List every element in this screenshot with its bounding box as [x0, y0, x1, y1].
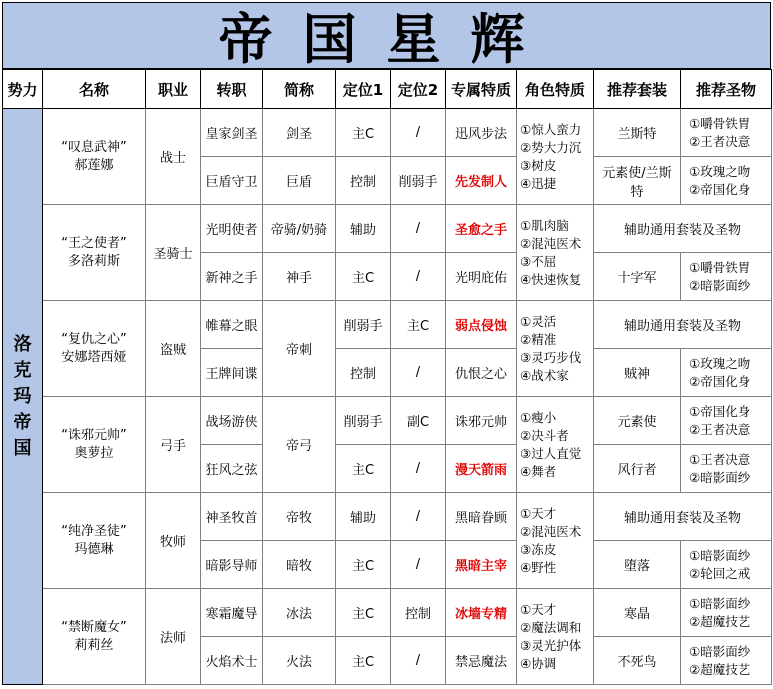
trait-line: ①天才 — [520, 601, 557, 617]
position1-cell: 主C — [336, 589, 391, 637]
hero-traits-cell — [517, 397, 594, 493]
hero-title: “王之使者” — [61, 235, 127, 251]
short-name-cell: 帝刺 — [263, 301, 336, 397]
trait-line: ③灵巧步伐 — [520, 349, 582, 365]
recommended-set-cell: 辅助通用套装及圣物 — [594, 493, 772, 541]
position1-cell: 控制 — [336, 349, 391, 397]
hero-name: 莉莉丝 — [74, 637, 114, 653]
job-cell: 王牌间谍 — [201, 349, 263, 397]
column-header: 推荐套装 — [594, 70, 681, 109]
recommended-set-cell: 兰斯特 — [594, 109, 681, 157]
position1-cell: 控制 — [336, 157, 391, 205]
short-name-cell: 冰法 — [263, 589, 336, 637]
relic-line: ①暗影面纱 — [689, 547, 751, 563]
position1-cell: 削弱手 — [336, 397, 391, 445]
hero-title: “禁断魔女” — [61, 619, 127, 635]
hero-name: 多洛莉斯 — [67, 253, 120, 269]
position2-cell: / — [391, 253, 446, 301]
column-header: 转职 — [201, 70, 263, 109]
table-row — [3, 493, 772, 541]
trait-line: ②混沌医术 — [520, 235, 582, 251]
faction-cell — [3, 109, 43, 685]
relic-line: ②暗影面纱 — [689, 277, 751, 293]
job-cell: 狂风之弦 — [201, 445, 263, 493]
trait-line: ①肌肉脑 — [520, 217, 569, 233]
trait-line: ①瘦小 — [520, 409, 557, 425]
exclusive-trait-cell: 漫天箭雨 — [446, 445, 517, 493]
recommended-set-cell: 辅助通用套装及圣物 — [594, 301, 772, 349]
trait-line: ②魔法调和 — [520, 619, 582, 635]
recommended-set-cell: 辅助通用套装及圣物 — [594, 205, 772, 253]
hero-title: “复仇之心” — [61, 331, 127, 347]
column-header: 简称 — [263, 70, 336, 109]
job-cell: 暗影导师 — [201, 541, 263, 589]
job-cell: 神圣牧首 — [201, 493, 263, 541]
trait-line: ①天才 — [520, 505, 557, 521]
exclusive-trait-cell: 迅风步法 — [446, 109, 517, 157]
relic-line: ①王者决意 — [689, 451, 751, 467]
trait-line: ②决斗者 — [520, 427, 569, 443]
trait-line: ③不屈 — [520, 253, 557, 269]
position2-cell: 控制 — [391, 589, 446, 637]
class-cell: 法师 — [146, 589, 201, 685]
exclusive-trait-cell: 光明庇佑 — [446, 253, 517, 301]
position2-cell: / — [391, 493, 446, 541]
relic-line: ①帝国化身 — [689, 403, 751, 419]
position2-cell: / — [391, 349, 446, 397]
position2-cell: 主C — [391, 301, 446, 349]
recommended-relic-cell — [681, 541, 772, 589]
exclusive-trait-cell: 黑暗主宰 — [446, 541, 517, 589]
position2-cell: / — [391, 445, 446, 493]
job-cell: 巨盾守卫 — [201, 157, 263, 205]
recommended-relic-cell — [681, 349, 772, 397]
position2-cell: 削弱手 — [391, 157, 446, 205]
table-row — [3, 397, 772, 445]
relic-line: ①嚼骨铁胃 — [689, 115, 751, 131]
recommended-relic-cell — [681, 445, 772, 493]
hero-traits-cell — [517, 205, 594, 301]
hero-traits-cell — [517, 109, 594, 205]
hero-table — [2, 69, 772, 685]
position1-cell: 主C — [336, 445, 391, 493]
trait-line: ④野性 — [520, 559, 557, 575]
column-header: 势力 — [3, 70, 43, 109]
trait-line: ③过人直觉 — [520, 445, 582, 461]
recommended-set-cell: 元素使/兰斯特 — [594, 157, 681, 205]
relic-line: ②超魔技艺 — [689, 613, 751, 629]
table-row — [3, 589, 772, 637]
relic-line: ②帝国化身 — [689, 181, 751, 197]
trait-line: ②精准 — [520, 331, 557, 347]
class-cell: 弓手 — [146, 397, 201, 493]
exclusive-trait-cell: 禁忌魔法 — [446, 637, 517, 685]
short-name-cell: 神手 — [263, 253, 336, 301]
job-cell: 战场游侠 — [201, 397, 263, 445]
hero-name-cell — [43, 493, 146, 589]
position2-cell: 副C — [391, 397, 446, 445]
hero-name-cell — [43, 205, 146, 301]
hero-traits-cell — [517, 589, 594, 685]
relic-line: ①嚼骨铁胃 — [689, 259, 751, 275]
recommended-set-cell: 十字军 — [594, 253, 681, 301]
position2-cell: / — [391, 109, 446, 157]
column-header: 名称 — [43, 70, 146, 109]
table-row — [3, 301, 772, 349]
job-cell: 光明使者 — [201, 205, 263, 253]
relic-line: ②王者决意 — [689, 133, 751, 149]
position1-cell: 主C — [336, 253, 391, 301]
trait-line: ①灵活 — [520, 313, 557, 329]
short-name-cell: 帝骑/奶骑 — [263, 205, 336, 253]
job-cell: 火焰术士 — [201, 637, 263, 685]
trait-line: ④战术家 — [520, 367, 569, 383]
relic-line: ①玫瑰之吻 — [689, 163, 751, 179]
trait-line: ④快速恢复 — [520, 271, 582, 287]
hero-name: 玛德琳 — [74, 541, 114, 557]
trait-line: ③冻皮 — [520, 541, 557, 557]
faction-name: 洛克玛帝国 — [13, 333, 32, 459]
trait-line: ③树皮 — [520, 157, 557, 173]
column-header: 角色特质 — [517, 70, 594, 109]
recommended-set-cell: 不死鸟 — [594, 637, 681, 685]
job-cell: 皇家剑圣 — [201, 109, 263, 157]
recommended-set-cell: 寒晶 — [594, 589, 681, 637]
trait-line: ②混沌医术 — [520, 523, 582, 539]
position2-cell: / — [391, 205, 446, 253]
hero-traits-cell — [517, 493, 594, 589]
hero-title: “纯净圣徒” — [61, 523, 127, 539]
job-cell: 新神之手 — [201, 253, 263, 301]
recommended-relic-cell — [681, 589, 772, 637]
exclusive-trait-cell: 弱点侵蚀 — [446, 301, 517, 349]
position1-cell: 主C — [336, 541, 391, 589]
trait-line: ①惊人蛮力 — [520, 121, 582, 137]
relic-line: ②轮回之戒 — [689, 565, 751, 581]
exclusive-trait-cell: 先发制人 — [446, 157, 517, 205]
class-cell: 盗贼 — [146, 301, 201, 397]
position1-cell: 主C — [336, 637, 391, 685]
column-header: 定位1 — [336, 70, 391, 109]
exclusive-trait-cell: 诛邪元帅 — [446, 397, 517, 445]
short-name-cell: 巨盾 — [263, 157, 336, 205]
relic-line: ①暗影面纱 — [689, 595, 751, 611]
column-header: 职业 — [146, 70, 201, 109]
table-row — [3, 205, 772, 253]
position2-cell: / — [391, 637, 446, 685]
table-row — [3, 109, 772, 157]
hero-name-cell — [43, 589, 146, 685]
job-cell: 帷幕之眼 — [201, 301, 263, 349]
hero-title: “诛邪元帅” — [61, 427, 127, 443]
recommended-relic-cell — [681, 397, 772, 445]
header-row — [3, 70, 772, 109]
hero-name-cell — [43, 301, 146, 397]
exclusive-trait-cell: 冰墙专精 — [446, 589, 517, 637]
hero-name: 奥萝拉 — [74, 445, 114, 461]
relic-line: ②王者决意 — [689, 421, 751, 437]
hero-name: 郝莲娜 — [74, 157, 114, 173]
hero-name-cell — [43, 397, 146, 493]
recommended-set-cell: 堕落 — [594, 541, 681, 589]
position1-cell: 削弱手 — [336, 301, 391, 349]
recommended-set-cell: 元素使 — [594, 397, 681, 445]
short-name-cell: 暗牧 — [263, 541, 336, 589]
relic-line: ②帝国化身 — [689, 373, 751, 389]
trait-line: ④舞者 — [520, 463, 557, 479]
short-name-cell: 帝牧 — [263, 493, 336, 541]
column-header: 专属特质 — [446, 70, 517, 109]
column-header: 定位2 — [391, 70, 446, 109]
relic-line: ①暗影面纱 — [689, 643, 751, 659]
relic-line: ②暗影面纱 — [689, 469, 751, 485]
recommended-set-cell: 风行者 — [594, 445, 681, 493]
trait-line: ②势大力沉 — [520, 139, 582, 155]
position1-cell: 主C — [336, 109, 391, 157]
exclusive-trait-cell: 黑暗眷顾 — [446, 493, 517, 541]
trait-line: ③灵光护体 — [520, 637, 582, 653]
exclusive-trait-cell: 圣愈之手 — [446, 205, 517, 253]
trait-line: ④迅捷 — [520, 175, 557, 191]
position2-cell: / — [391, 541, 446, 589]
class-cell: 战士 — [146, 109, 201, 205]
hero-traits-cell — [517, 301, 594, 397]
position1-cell: 辅助 — [336, 493, 391, 541]
position1-cell: 辅助 — [336, 205, 391, 253]
trait-line: ④协调 — [520, 655, 557, 671]
recommended-set-cell: 贼神 — [594, 349, 681, 397]
recommended-relic-cell — [681, 109, 772, 157]
hero-name-cell — [43, 109, 146, 205]
page-title: 帝国星辉 — [2, 2, 771, 69]
short-name-cell: 帝弓 — [263, 397, 336, 493]
relic-line: ①玫瑰之吻 — [689, 355, 751, 371]
class-cell: 圣骑士 — [146, 205, 201, 301]
exclusive-trait-cell: 仇恨之心 — [446, 349, 517, 397]
recommended-relic-cell — [681, 637, 772, 685]
column-header: 推荐圣物 — [681, 70, 772, 109]
class-cell: 牧师 — [146, 493, 201, 589]
recommended-relic-cell — [681, 157, 772, 205]
hero-title: “叹息武神” — [61, 139, 127, 155]
short-name-cell: 火法 — [263, 637, 336, 685]
relic-line: ②超魔技艺 — [689, 661, 751, 677]
job-cell: 寒霜魔导 — [201, 589, 263, 637]
recommended-relic-cell — [681, 253, 772, 301]
hero-name: 安娜塔西娅 — [61, 349, 127, 365]
short-name-cell: 剑圣 — [263, 109, 336, 157]
